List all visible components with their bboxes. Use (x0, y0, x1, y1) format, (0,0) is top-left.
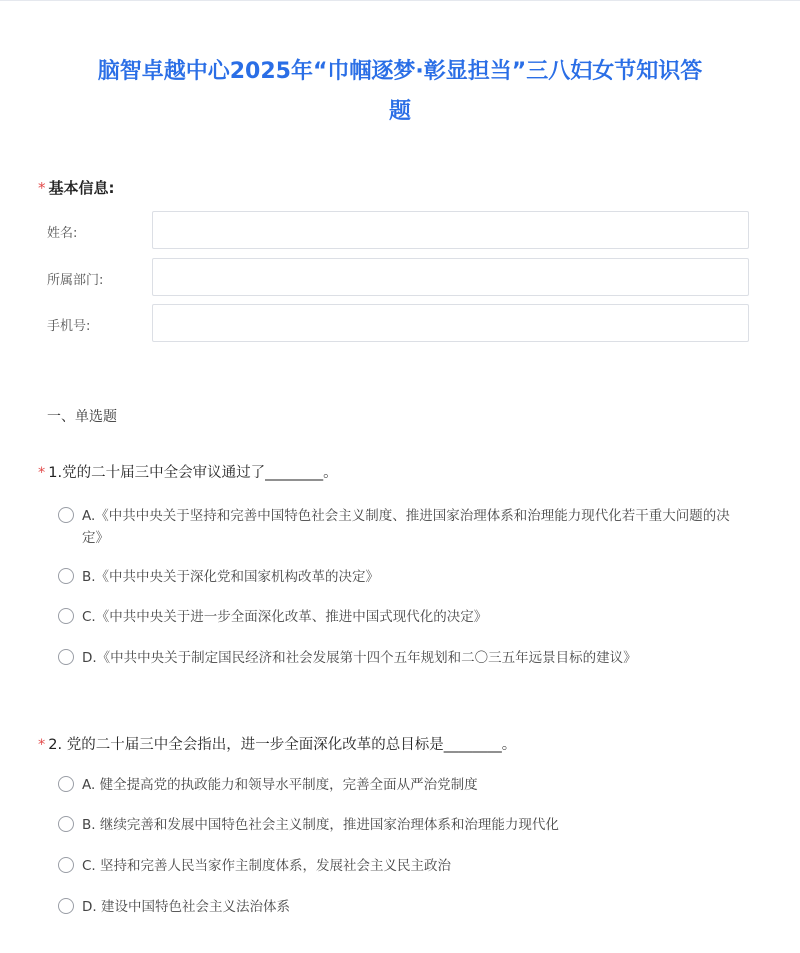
option-label: C.《中共中央关于进一步全面深化改革、推进中国式现代化的决定》 (82, 609, 488, 625)
department-input[interactable] (152, 258, 749, 296)
department-row (47, 258, 752, 298)
question-2-text: 2. 党的二十届三中全会指出，进一步全面深化改革的总目标是________。 (48, 737, 517, 753)
question-1-option-d[interactable] (58, 647, 748, 669)
phone-label: 手机号: (47, 319, 91, 334)
basic-info-label (38, 177, 115, 198)
question-1-option-c[interactable] (58, 606, 748, 628)
option-label: D.《中共中央关于制定国民经济和社会发展第十四个五年规划和二〇三五年远景目标的建议》 (82, 650, 637, 666)
option-label: D. 建设中国特色社会主义法治体系 (82, 899, 290, 915)
department-label: 所属部门: (47, 273, 104, 288)
name-input[interactable] (152, 211, 749, 249)
required-mark: * (38, 179, 46, 197)
radio-icon[interactable] (58, 649, 74, 665)
question-2-option-a[interactable] (58, 774, 748, 796)
radio-icon[interactable] (58, 816, 74, 832)
option-label: B.《中共中央关于深化党和国家机构改革的决定》 (82, 569, 380, 585)
question-1-title (38, 461, 338, 482)
question-1-text: 1.党的二十届三中全会审议通过了________。 (48, 465, 338, 481)
radio-icon[interactable] (58, 507, 74, 523)
name-label: 姓名: (47, 226, 78, 241)
name-row (47, 211, 752, 251)
required-mark: * (38, 465, 46, 481)
basic-info-text: 基本信息: (48, 179, 115, 197)
radio-icon[interactable] (58, 608, 74, 624)
question-2-option-c[interactable] (58, 855, 748, 877)
question-1-option-a[interactable] (58, 505, 748, 549)
option-label: B. 继续完善和发展中国特色社会主义制度，推进国家治理体系和治理能力现代化 (82, 817, 559, 833)
option-label: C. 坚持和完善人民当家作主制度体系，发展社会主义民主政治 (82, 858, 452, 874)
option-label: A.《中共中央关于坚持和完善中国特色社会主义制度、推进国家治理体系和治理能力现代化若干重大问题的决定》 (82, 508, 730, 546)
single-choice-heading: 一、单选题 (47, 409, 117, 425)
question-2-option-d[interactable] (58, 896, 748, 918)
radio-icon[interactable] (58, 776, 74, 792)
question-2-option-b[interactable] (58, 814, 748, 836)
form-title: 脑智卓越中心2025年“巾帼逐梦·彰显担当”三八妇女节知识答题 (97, 59, 703, 124)
question-1-option-b[interactable] (58, 566, 748, 588)
phone-row (47, 304, 752, 344)
radio-icon[interactable] (58, 898, 74, 914)
radio-icon[interactable] (58, 568, 74, 584)
option-label: A. 健全提高党的执政能力和领导水平制度，完善全面从严治党制度 (82, 777, 478, 793)
required-mark: * (38, 737, 46, 753)
radio-icon[interactable] (58, 857, 74, 873)
phone-input[interactable] (152, 304, 749, 342)
top-divider (0, 0, 800, 1)
question-2-title (38, 733, 516, 754)
